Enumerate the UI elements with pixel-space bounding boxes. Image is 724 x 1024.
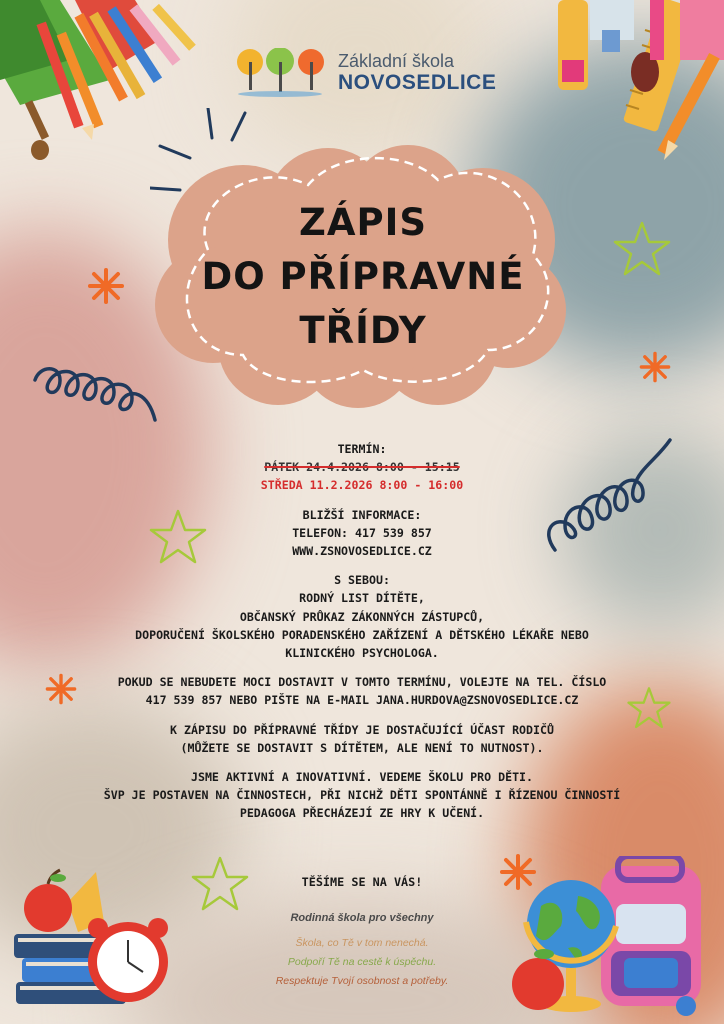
title-cloud: [148, 140, 578, 410]
bring-item: KLINICKÉHO PSYCHOLOGA.: [285, 646, 439, 661]
spiral-icon: [30, 350, 170, 440]
parents-line: (MŮŽETE SE DOSTAVIT S DÍTĚTEM, ALE NENÍ TO NUTNOST).: [180, 740, 544, 755]
info-heading: BLIŽŠÍ INFORMACE:: [302, 507, 422, 522]
motto-line: Škola, co Tě v tom nenechá.: [295, 937, 429, 949]
asterisk-icon: [638, 350, 672, 384]
closing-text: TĚŠÍME SE NA VÁS!: [301, 875, 423, 889]
info-content: [0, 440, 724, 823]
info-phone: TELEFON: 417 539 857: [292, 525, 432, 540]
title-line-1: ZÁPIS: [299, 201, 427, 244]
asterisk-icon: [86, 266, 126, 306]
about-line: PEDAGOGA PŘECHÁZEJÍ ZE HRY K UČENÍ.: [239, 806, 485, 821]
logo-line-2: NOVOSEDLICE: [338, 71, 497, 95]
bring-item: DOPORUČENÍ ŠKOLSKÉHO PORADENSKÉHO ZAŘÍZENÍ A DĚTSKÉHO LÉKAŘE NEBO: [135, 627, 589, 642]
page-title: [148, 196, 578, 358]
logo-trees-icon: [236, 48, 328, 98]
contact-line: 417 539 857 NEBO PIŠTE NA E-MAIL JANA.HURDOVA@ZSNOVOSEDLICE.CZ: [145, 693, 579, 708]
bring-item: RODNÝ LIST DÍTĚTE,: [299, 591, 425, 606]
parents-line: K ZÁPISU DO PŘÍPRAVNÉ TŘÍDY JE DOSTAČUJÍCÍ ÚČAST RODIČŮ: [170, 722, 554, 737]
about-line: ŠVP JE POSTAVEN NA ČINNOSTECH, PŘI NICHŽ DĚTI SPONTÁNNĚ I ŘÍZENOU ČINNOSTÍ: [103, 788, 621, 803]
motto-line: Respektuje Tvojí osobnost a potřeby.: [275, 975, 449, 987]
star-outline-icon: [612, 220, 672, 278]
title-line-2: DO PŘÍPRAVNÉ: [201, 255, 525, 298]
about-line: JSME AKTIVNÍ A INOVATIVNÍ. VEDEME ŠKOLU PRO DĚTI.: [190, 770, 534, 785]
new-date: STŘEDA 11.2.2026 8:00 - 16:00: [260, 478, 464, 493]
termin-heading: TERMÍN:: [337, 442, 387, 456]
logo-line-1: Základní škola: [338, 50, 455, 71]
title-line-3: TŘÍDY: [299, 309, 427, 352]
globe-backpack-icon: [506, 856, 724, 1021]
info-web: WWW.ZSNOVOSEDLICE.CZ: [292, 544, 432, 559]
school-logo: [236, 48, 496, 98]
bring-heading: S SEBOU:: [334, 573, 390, 588]
old-date: PÁTEK 24.4.2026 8:00 - 15:15: [264, 460, 460, 475]
motto-line: Podpoří Tě na cestě k úspěchu.: [287, 956, 437, 968]
motto-heading: Rodinná škola pro všechny: [290, 912, 434, 924]
contact-line: POKUD SE NEBUDETE MOCI DOSTAVIT V TOMTO TERMÍNU, VOLEJTE NA TEL. ČÍSLO: [117, 675, 607, 690]
books-clock-icon: [8, 862, 183, 1017]
bring-item: OBČANSKÝ PRŮKAZ ZÁKONNÝCH ZÁSTUPCŮ,: [239, 609, 485, 624]
